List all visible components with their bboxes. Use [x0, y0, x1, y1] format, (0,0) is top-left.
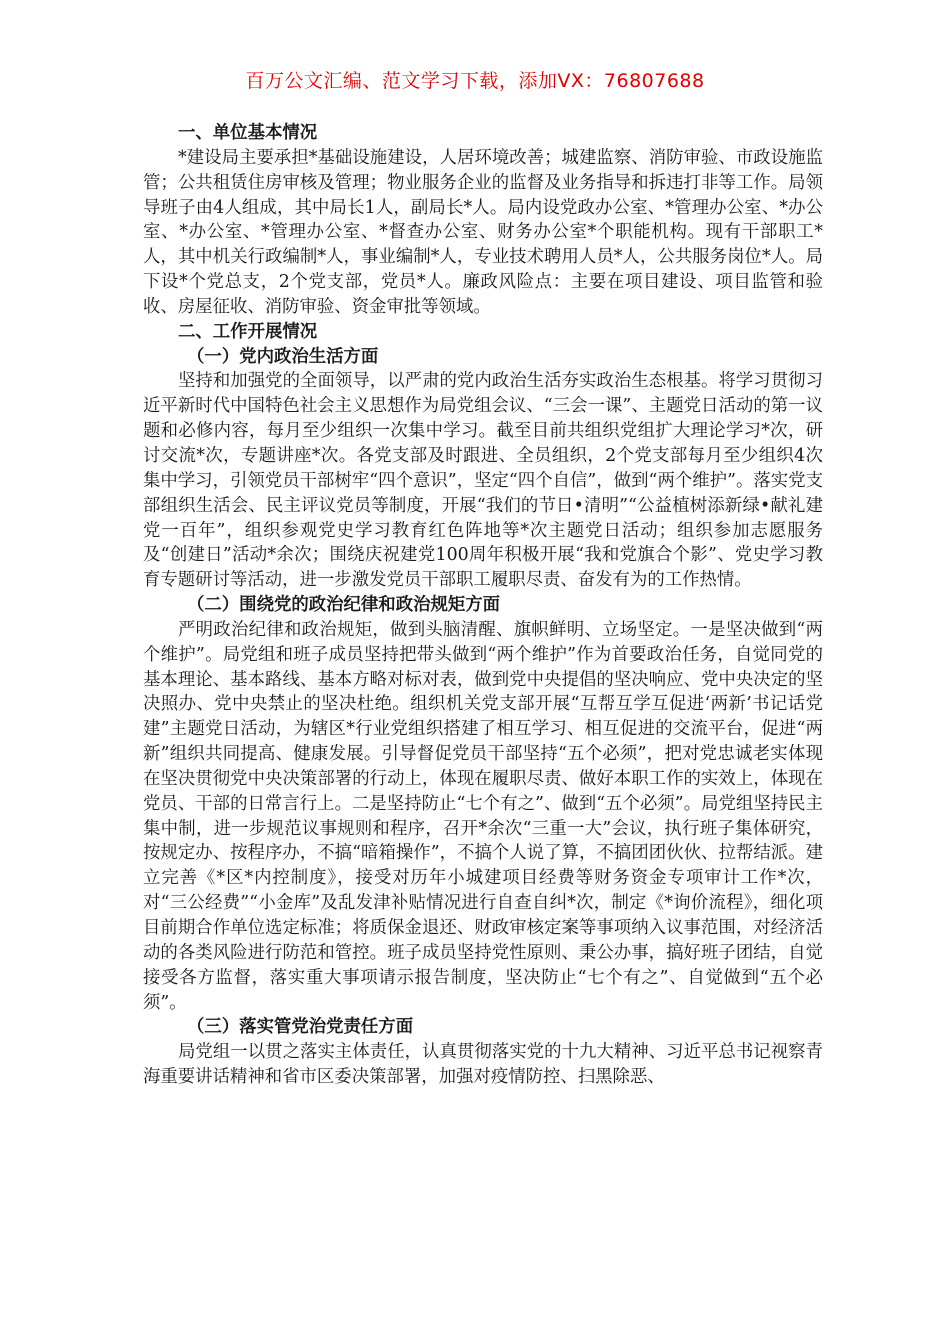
section-heading-work: 二、工作开展情况 [178, 321, 318, 342]
subheading-discipline: （二）围绕党的政治纪律和政治规矩方面 [187, 595, 501, 616]
paragraph-responsibility: 局党组一以贯之落实主体责任，认真贯彻落实党的十九大精神、习近平总书记视察青海重要讲话精神和省市区委决策部署，加强对疫情防控、扫黑除恶、 [143, 1042, 823, 1088]
subheading-responsibility: （三）落实管党治党责任方面 [187, 1017, 414, 1038]
paragraph-political-life: 坚持和加强党的全面领导，以严肃的党内政治生活夯实政治生态根基。将学习贯彻习近平新时代中国特色社会主义思想作为局党组会议、“三会一课”、主题党日活动的第一议题和必修内容，每月至少组织一次集中学习。截至目前共组织党组扩大理论学习*次，研讨交流*次，专题讲座*次。各党支部及时跟进、全员组织，2个党支部每月至少组织4次集中学习，引领党员干部树牢“四个意识”，坚定“四个自信”，做到“两个维护”。落实党支部组织生活会、民主评议党员等制度，开展“我们的节日•清明”“公益植树添新绿•献礼建党一百年”，组织参观党史学习教育红色阵地等*次主题党日活动；组织参加志愿服务及“创建日”活动*余次；围绕庆祝建党100周年积极开展“我和党旗合个影”、党史学习教育专题研讨等活动，进一步激发党员干部职工履职尽责、奋发有为的工作热情。 [143, 371, 823, 591]
watermark-banner: 百万公文汇编、范文学习下载，添加VX：76807688 [245, 70, 705, 92]
subheading-political-life: （一）党内政治生活方面 [187, 346, 379, 367]
document-body [143, 121, 823, 1090]
section-heading-basic-info: 一、单位基本情况 [178, 123, 318, 143]
paragraph-discipline: 严明政治纪律和政治规矩，做到头脑清醒、旗帜鲜明、立场坚定。一是坚决做到“两个维护”。局党组和班子成员坚持把带头做到“两个维护”作为首要政治任务，自觉同党的基本理论、基本路线、基本方略对标对表，做到党中央提倡的坚决响应、党中央决定的坚决照办、党中央禁止的坚决杜绝。组织机关党支部开展“互帮互学互促进‘两新’书记话党建”主题党日活动，为辖区*行业党组织搭建了相互学习、相互促进的交流平台，促进“两新”组织共同提高、健康发展。引导督促党员干部坚持“五个必须”，把对党忠诚老实体现在坚决贯彻党中央决策部署的行动上，体现在履职尽责、做好本职工作的实效上，体现在党员、干部的日常言行上。二是坚持防止“七个有之”、做到“五个必须”。局党组坚持民主集中制，进一步规范议事规则和程序，召开*余次“三重一大”会议，执行班子集体研究，按规定办、按程序办，不搞“暗箱操作”，不搞个人说了算，不搞团团伙伙、拉帮结派。建立完善《*区*内控制度》，接受对历年小城建项目经费等财务资金专项审计工作*次，对“三公经费”“小金库”及乱发津补贴情况进行自查自纠*次，制定《*询价流程》，细化项目前期合作单位选定标准；将质保金退还、财政审核定案等事项纳入议事范围，对经济活动的各类风险进行防范和管控。班子成员坚持党性原则、秉公办事，搞好班子团结，自觉接受各方监督，落实重大事项请示报告制度，坚决防止“七个有之”、自觉做到“五个必须”。 [143, 619, 823, 1013]
paragraph-basic-info: *建设局主要承担*基础设施建设，人居环境改善；城建监察、消防审验、市政设施监管；公共租赁住房审核及管理；物业服务企业的监督及业务指导和拆违打非等工作。局领导班子由4人组成，其中局长1人，副局长*人。局内设党政办公室、*管理办公室、*办公室、*办公室、*管理办公室、*督查办公室、财务办公室*个职能机构。现有干部职工*人，其中机关行政编制*人，事业编制*人，专业技术聘用人员*人，公共服务岗位*人。局下设*个党总支，2个党支部，党员*人。廉政风险点：主要在项目建设、项目监管和验收、房屋征收、消防审验、资金审批等领域。 [143, 147, 823, 317]
